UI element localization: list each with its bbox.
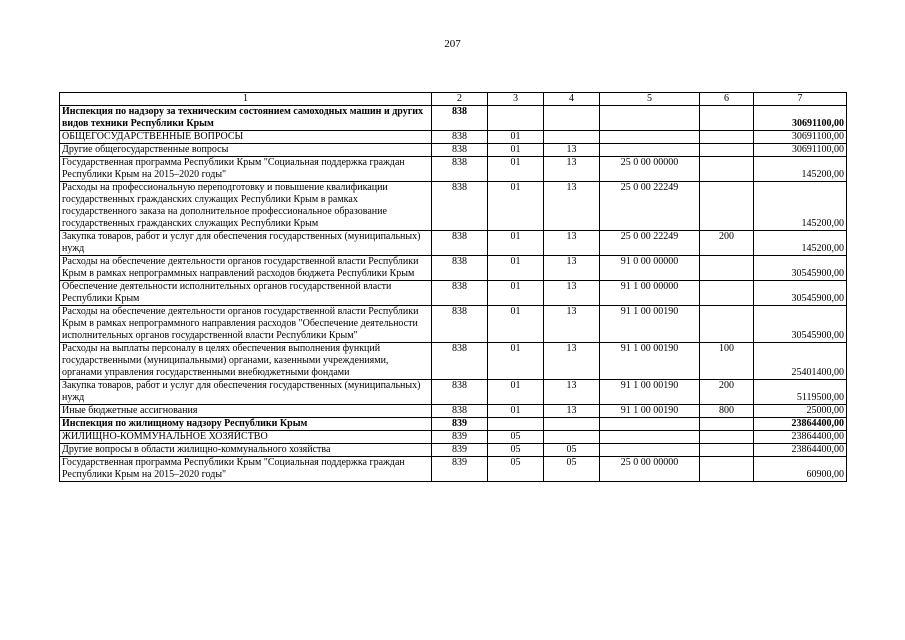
amount-cell: 30545900,00: [754, 256, 847, 281]
column-number: 5: [600, 93, 700, 106]
subsection-cell: 13: [544, 380, 600, 405]
expense-type-cell: [700, 431, 754, 444]
amount-cell: 23864400,00: [754, 418, 847, 431]
subsection-cell: 13: [544, 343, 600, 380]
department-code-cell: 839: [432, 418, 488, 431]
subsection-cell: [544, 418, 600, 431]
amount-cell: 23864400,00: [754, 431, 847, 444]
section-cell: 01: [488, 231, 544, 256]
target-article-cell: [600, 444, 700, 457]
department-code-cell: 838: [432, 144, 488, 157]
target-article-cell: 91 1 00 00190: [600, 306, 700, 343]
row-name-cell: Расходы на обеспечение деятельности органов государственной власти Республики Крым в рамках непрограммного направления расходов "Обеспечение деятельности исполнительных органов государственной власти Республики Крым": [60, 306, 432, 343]
expense-type-cell: 100: [700, 343, 754, 380]
amount-cell: 23864400,00: [754, 444, 847, 457]
expense-type-cell: [700, 157, 754, 182]
table-row: [60, 431, 847, 444]
target-article-cell: 91 0 00 00000: [600, 256, 700, 281]
table-row: [60, 182, 847, 231]
subsection-cell: 13: [544, 256, 600, 281]
department-code-cell: 838: [432, 157, 488, 182]
section-cell: 01: [488, 144, 544, 157]
expense-type-cell: [700, 457, 754, 482]
page-number: 207: [444, 38, 461, 50]
column-number: 2: [432, 93, 488, 106]
target-article-cell: 91 1 00 00190: [600, 343, 700, 380]
expense-type-cell: 800: [700, 405, 754, 418]
target-article-cell: 25 0 00 22249: [600, 231, 700, 256]
department-code-cell: 838: [432, 405, 488, 418]
department-code-cell: 838: [432, 281, 488, 306]
section-cell: [488, 106, 544, 131]
table-body: [60, 93, 847, 482]
section-cell: 05: [488, 457, 544, 482]
expense-type-cell: [700, 144, 754, 157]
department-code-cell: 838: [432, 306, 488, 343]
target-article-cell: 91 1 00 00190: [600, 405, 700, 418]
amount-cell: 30545900,00: [754, 281, 847, 306]
section-cell: 01: [488, 405, 544, 418]
subsection-cell: 13: [544, 182, 600, 231]
target-article-cell: 25 0 00 00000: [600, 157, 700, 182]
table-row: [60, 343, 847, 380]
row-name-cell: Государственная программа Республики Крым "Социальная поддержка граждан Республики Крым на 2015–2020 годы": [60, 157, 432, 182]
subsection-cell: [544, 106, 600, 131]
expense-type-cell: [700, 131, 754, 144]
amount-cell: 145200,00: [754, 157, 847, 182]
subsection-cell: 13: [544, 144, 600, 157]
expense-type-cell: 200: [700, 231, 754, 256]
row-name-cell: Инспекция по жилищному надзору Республики Крым: [60, 418, 432, 431]
table-row: [60, 405, 847, 418]
target-article-cell: 91 1 00 00000: [600, 281, 700, 306]
subsection-cell: 05: [544, 457, 600, 482]
department-code-cell: 838: [432, 182, 488, 231]
amount-cell: 30691100,00: [754, 144, 847, 157]
expense-type-cell: [700, 444, 754, 457]
section-cell: 01: [488, 281, 544, 306]
section-cell: 01: [488, 157, 544, 182]
table-row: [60, 106, 847, 131]
target-article-cell: 25 0 00 00000: [600, 457, 700, 482]
table-row: [60, 131, 847, 144]
table-row: [60, 231, 847, 256]
row-name-cell: ОБЩЕГОСУДАРСТВЕННЫЕ ВОПРОСЫ: [60, 131, 432, 144]
row-name-cell: Иные бюджетные ассигнования: [60, 405, 432, 418]
target-article-cell: 25 0 00 22249: [600, 182, 700, 231]
section-cell: 05: [488, 431, 544, 444]
subsection-cell: 13: [544, 405, 600, 418]
subsection-cell: 05: [544, 444, 600, 457]
amount-cell: 5119500,00: [754, 380, 847, 405]
row-name-cell: Другие общегосударственные вопросы: [60, 144, 432, 157]
subsection-cell: 13: [544, 157, 600, 182]
section-cell: 01: [488, 306, 544, 343]
target-article-cell: 91 1 00 00190: [600, 380, 700, 405]
amount-cell: 30691100,00: [754, 106, 847, 131]
table-row: [60, 281, 847, 306]
row-name-cell: Расходы на обеспечение деятельности органов государственной власти Республики Крым в рамках непрограммных направлений расходов бюджета Республики Крым: [60, 256, 432, 281]
target-article-cell: [600, 431, 700, 444]
table-row: [60, 418, 847, 431]
target-article-cell: [600, 144, 700, 157]
department-code-cell: 838: [432, 106, 488, 131]
department-code-cell: 838: [432, 231, 488, 256]
target-article-cell: [600, 131, 700, 144]
row-name-cell: Другие вопросы в области жилищно-коммунального хозяйства: [60, 444, 432, 457]
budget-table: [59, 92, 847, 482]
target-article-cell: [600, 418, 700, 431]
table-row: [60, 380, 847, 405]
amount-cell: 30691100,00: [754, 131, 847, 144]
expense-type-cell: [700, 418, 754, 431]
department-code-cell: 839: [432, 444, 488, 457]
department-code-cell: 838: [432, 343, 488, 380]
department-code-cell: 838: [432, 256, 488, 281]
subsection-cell: [544, 131, 600, 144]
row-name-cell: Закупка товаров, работ и услуг для обеспечения государственных (муниципальных) нужд: [60, 380, 432, 405]
row-name-cell: Инспекция по надзору за техническим состоянием самоходных машин и других видов техники Республики Крым: [60, 106, 432, 131]
table-row: [60, 444, 847, 457]
column-number: 4: [544, 93, 600, 106]
department-code-cell: 839: [432, 431, 488, 444]
section-cell: [488, 418, 544, 431]
amount-cell: 145200,00: [754, 231, 847, 256]
table-row: [60, 144, 847, 157]
section-cell: 01: [488, 343, 544, 380]
row-name-cell: Закупка товаров, работ и услуг для обеспечения государственных (муниципальных) нужд: [60, 231, 432, 256]
subsection-cell: 13: [544, 231, 600, 256]
column-number: 6: [700, 93, 754, 106]
subsection-cell: 13: [544, 281, 600, 306]
section-cell: 05: [488, 444, 544, 457]
row-name-cell: Государственная программа Республики Крым "Социальная поддержка граждан Республики Крым на 2015–2020 годы": [60, 457, 432, 482]
table-row: [60, 306, 847, 343]
department-code-cell: 838: [432, 131, 488, 144]
table-row: [60, 256, 847, 281]
amount-cell: 145200,00: [754, 182, 847, 231]
column-number-row: [60, 93, 847, 106]
department-code-cell: 838: [432, 380, 488, 405]
section-cell: 01: [488, 256, 544, 281]
expense-type-cell: [700, 106, 754, 131]
section-cell: 01: [488, 182, 544, 231]
column-number: 3: [488, 93, 544, 106]
expense-type-cell: [700, 306, 754, 343]
amount-cell: 25000,00: [754, 405, 847, 418]
department-code-cell: 839: [432, 457, 488, 482]
table-row: [60, 457, 847, 482]
section-cell: 01: [488, 380, 544, 405]
amount-cell: 25401400,00: [754, 343, 847, 380]
column-number: 1: [60, 93, 432, 106]
table-row: [60, 157, 847, 182]
amount-cell: 30545900,00: [754, 306, 847, 343]
expense-type-cell: 200: [700, 380, 754, 405]
row-name-cell: ЖИЛИЩНО-КОММУНАЛЬНОЕ ХОЗЯЙСТВО: [60, 431, 432, 444]
section-cell: 01: [488, 131, 544, 144]
target-article-cell: [600, 106, 700, 131]
amount-cell: 60900,00: [754, 457, 847, 482]
expense-type-cell: [700, 182, 754, 231]
subsection-cell: [544, 431, 600, 444]
column-number: 7: [754, 93, 847, 106]
row-name-cell: Обеспечение деятельности исполнительных органов государственной власти Республики Крым: [60, 281, 432, 306]
subsection-cell: 13: [544, 306, 600, 343]
row-name-cell: Расходы на профессиональную переподготовку и повышение квалификации государственных гражданских служащих Республики Крым в рамках государственного заказа на дополнительное профессиональное образование государственных гражданских служащих Республики Крым: [60, 182, 432, 231]
expense-type-cell: [700, 256, 754, 281]
row-name-cell: Расходы на выплаты персоналу в целях обеспечения выполнения функций государственными (муниципальными) органами, казенными учреждениями, органами управления государственными внебюджетными фондами: [60, 343, 432, 380]
expense-type-cell: [700, 281, 754, 306]
